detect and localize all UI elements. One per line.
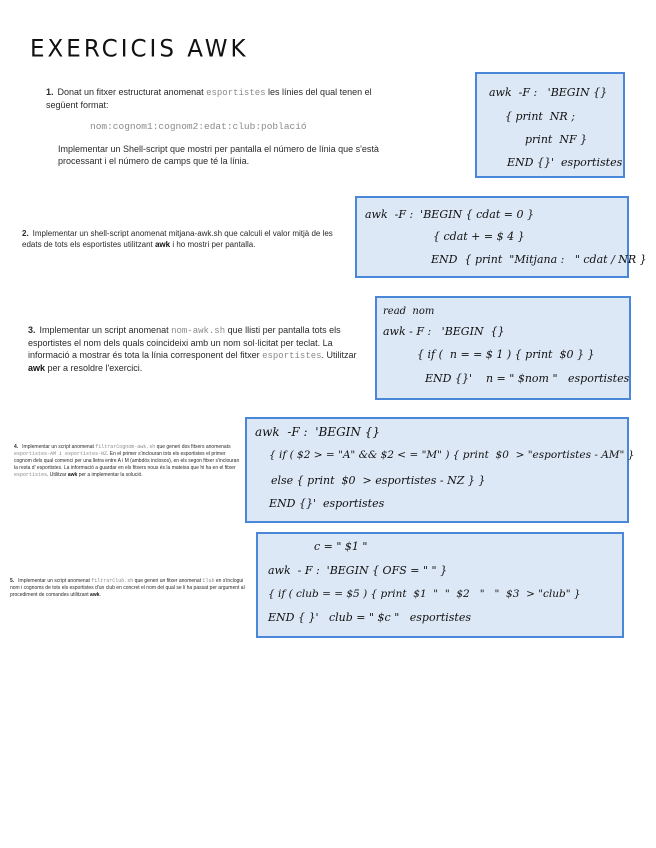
handwritten-code-line: awk -F : 'BEGIN {} <box>255 425 380 439</box>
handwritten-code-line: awk -F : 'BEGIN {} <box>489 86 608 99</box>
handwritten-code-line: { cdat + = $ 4 } <box>433 230 525 243</box>
exercise-1: 1. Donat un fitxer estructurat anomenat esportistes les línies del qual tenen el següent format: nom:cognom1:cognom2:edat:club:població Implementar un Shell-script que mostri per pantalla el número de línia que s'està processant i el número de camps que té la línia. <box>46 86 386 167</box>
exercise-number: 4. <box>14 444 19 450</box>
handwritten-code-line: END {}' esportistes <box>507 156 623 169</box>
handwritten-code-line: { if ( club = = $5 ) { print $1 " " $2 " " $3 > "club" } <box>268 588 581 600</box>
handwritten-code-line: print NF } <box>525 133 588 146</box>
exercise-2: 2. Implementar un shell-script anomenat mitjana-awk.sh que calculi el valor mitjà de les edats de tots els esportistes utilitzant awk i ho mostri per pantalla. <box>22 229 333 249</box>
handwritten-code-line: END { print "Mitjana : " cdat / NR } <box>431 253 647 266</box>
exercise-description: Implementar un Shell-script que mostri per pantalla el número de línia que s'està processant i el número de camps que té la línia. <box>58 144 379 166</box>
handwritten-code-line: { if ( n = = $ 1 ) { print $0 } } <box>417 348 595 361</box>
answer-box-4 <box>245 417 635 523</box>
handwritten-code-line: END {}' n = " $nom " esportistes <box>425 372 630 385</box>
exercise-5: 5. Implementar un script anomenat filtrarClub.sh que generi un fitxer anomenat Club en s'inclogui nom i cognoms de tots els esportistes d'un club en concret el nom del qual se li ha passat per argument al procediment de comandes utilitzant awk. <box>10 578 245 598</box>
handwritten-code-line: awk - F : 'BEGIN {} <box>383 325 505 338</box>
script-name: filtrarClub.sh <box>91 578 134 584</box>
filename: esportistes <box>262 351 322 361</box>
handwritten-code-line: awk - F : 'BEGIN { OFS = " " } <box>268 564 448 577</box>
exercise-number: 2. <box>22 229 29 238</box>
handwritten-code-line: END {}' esportistes <box>269 497 385 510</box>
handwritten-code-line: { print NR ; <box>505 110 575 123</box>
handwritten-code-line: awk -F : 'BEGIN { cdat = 0 } <box>365 208 534 221</box>
handwritten-code-line: else { print $0 > esportistes - NZ } } <box>271 474 486 487</box>
answer-box-2 <box>355 196 647 278</box>
record-format: nom:cognom1:cognom2:edat:club:població <box>90 121 307 132</box>
filename: esportistes <box>14 472 48 478</box>
exercise-number: 5. <box>10 578 15 584</box>
script-name: nom-awk.sh <box>171 326 226 336</box>
output-files: esportistes-AM i esportistes-NZ <box>14 451 108 457</box>
handwritten-code-line: read nom <box>383 306 435 317</box>
answer-box-3 <box>375 296 631 400</box>
answer-box-5 <box>256 532 624 638</box>
filename: esportistes <box>206 88 266 98</box>
exercise-number: 3. <box>28 325 36 335</box>
script-name: filtrarCognom-awk.sh <box>95 444 156 450</box>
answer-box-1 <box>475 72 625 178</box>
handwritten-code-line: END { }' club = " $c " esportistes <box>268 611 471 624</box>
exercise-number: 1. <box>46 87 54 97</box>
output-file: Club <box>202 578 215 584</box>
handwritten-code-line: c = " $1 " <box>314 540 368 553</box>
exercise-4: 4. Implementar un script anomenat filtrarCognom-awk.sh que generi dos fitxers anomenats esportistes-AM i esportistes-NZ. En el primer s'inclouran tots els esportistes el primer cognom dels qual comenci per una lletra entre A i M (ambdós inclosos), en els segon fitxer s'inclouran la resta d' esportistes. La informació a guardar en els fitxers nous és la mateixa que hi ha en el fitxer esportistes. Utilitzar awk per a implementar la solució. <box>14 444 240 478</box>
page-title: EXERCICIS AWK <box>30 35 249 63</box>
exercise-3: 3. Implementar un script anomenat nom-awk.sh que llisti per pantalla tots els esportistes el nom dels quals coincideixi amb un nom sol·licitat per teclat. La informació a mostrar és tota la línia corresponent del fitxer esportistes. Utilitzar awk per a resoldre l'exercici. <box>28 325 357 373</box>
handwritten-code-line: { if ( $2 > = "A" && $2 < = "M" ) { print $0 > "esportistes - AM" } <box>269 449 635 461</box>
